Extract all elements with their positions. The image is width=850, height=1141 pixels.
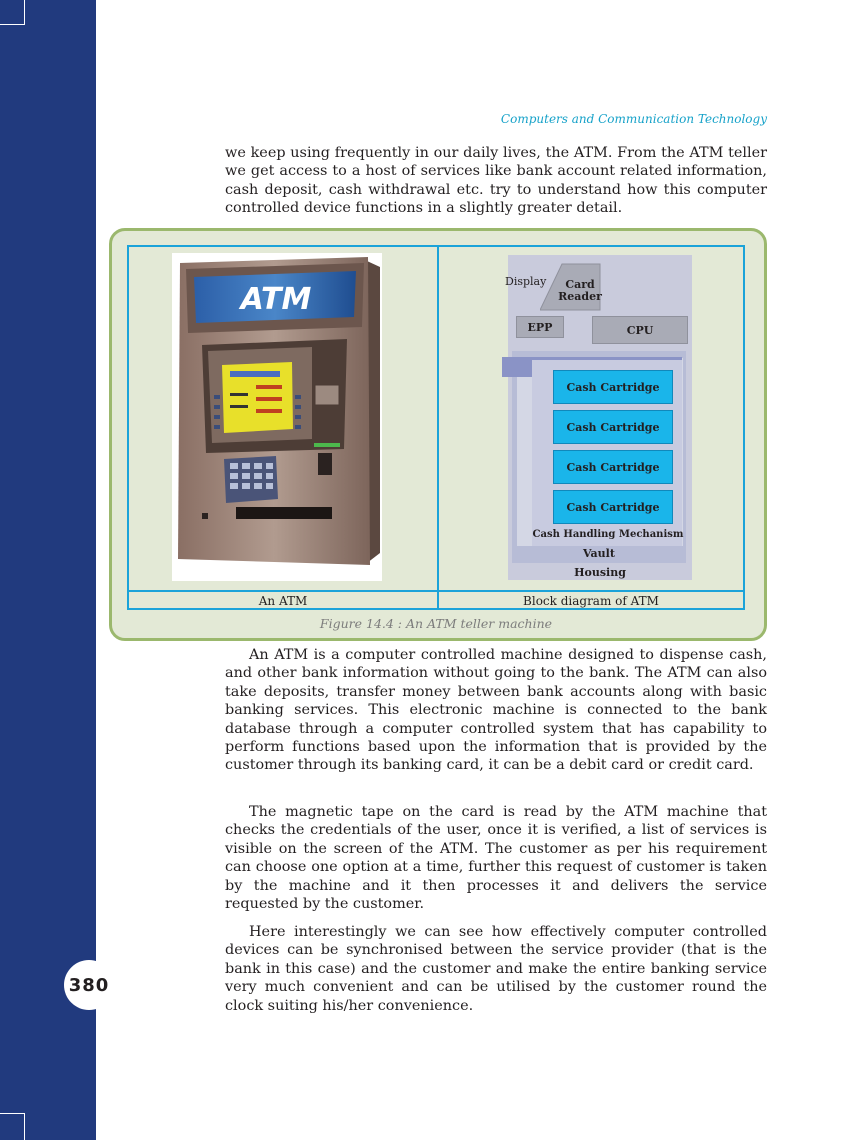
cpu-box: CPU xyxy=(592,316,688,344)
crop-mark-bottom xyxy=(0,1113,25,1141)
crop-mark-top xyxy=(0,0,25,25)
housing-label: Housing xyxy=(574,566,626,579)
display-label: Display xyxy=(505,275,547,288)
card-reader-line-2: Reader xyxy=(558,290,602,303)
figure-caption: Figure 14.4 : An ATM teller machine xyxy=(319,616,553,631)
figure-divider-vertical xyxy=(437,245,439,610)
atm-photo xyxy=(172,253,382,581)
paragraph-intro: we keep using frequently in our daily lives, the ATM. From the ATM teller we get access to a host of services like bank account related information, cash deposit, cash withdrawal etc. try to understand how this computer controlled device functions in a slightly greater detail. xyxy=(225,145,767,217)
vault-label: Vault xyxy=(583,547,615,560)
atm-photo-caption: An ATM xyxy=(258,594,308,608)
running-head: Computers and Communication Technology xyxy=(500,112,767,126)
epp-box: EPP xyxy=(516,316,564,338)
paragraph-synchronisation: Here interestingly we can see how effectively computer controlled devices can be synchronised between the service provider (that is the bank in this case) and the customer and make the entire banking service very much convenient and can be utilised by the customer round the clock suiting his/her convenience. xyxy=(225,924,767,1014)
cash-cartridge: Cash Cartridge xyxy=(553,370,673,404)
cash-cartridge: Cash Cartridge xyxy=(553,490,673,524)
page-number: 380 xyxy=(64,960,114,1010)
atm-diagram-caption: Block diagram of ATM xyxy=(523,594,659,608)
cash-cartridge: Cash Cartridge xyxy=(553,450,673,484)
paragraph-magnetic-tape: The magnetic tape on the card is read by the ATM machine that checks the credentials of the user, once it is verified, a list of services is visible on the screen of the ATM. The customer as per his requirement can choose one option at a time, further this request of customer is taken by the machine and it then processes it and delivers the service requested by the customer. xyxy=(225,804,767,913)
cash-cartridge: Cash Cartridge xyxy=(553,410,673,444)
figure-divider-horizontal xyxy=(127,590,745,592)
cash-handling-label: Cash Handling Mechanism xyxy=(532,529,684,540)
card-reader-label xyxy=(558,279,602,303)
card-reader-line-1: Card xyxy=(565,278,595,291)
paragraph-atm-definition: An ATM is a computer controlled machine designed to dispense cash, and other bank information without going to the bank. The ATM can also take deposits, transfer money between bank accounts along with basic banking services. This electronic machine is connected to the bank database through a computer controlled system that has capability to perform functions based upon the information that is provided by the customer through its banking card, it can be a debit card or credit card. xyxy=(225,647,767,774)
atm-sign-text: ATM xyxy=(240,282,312,317)
